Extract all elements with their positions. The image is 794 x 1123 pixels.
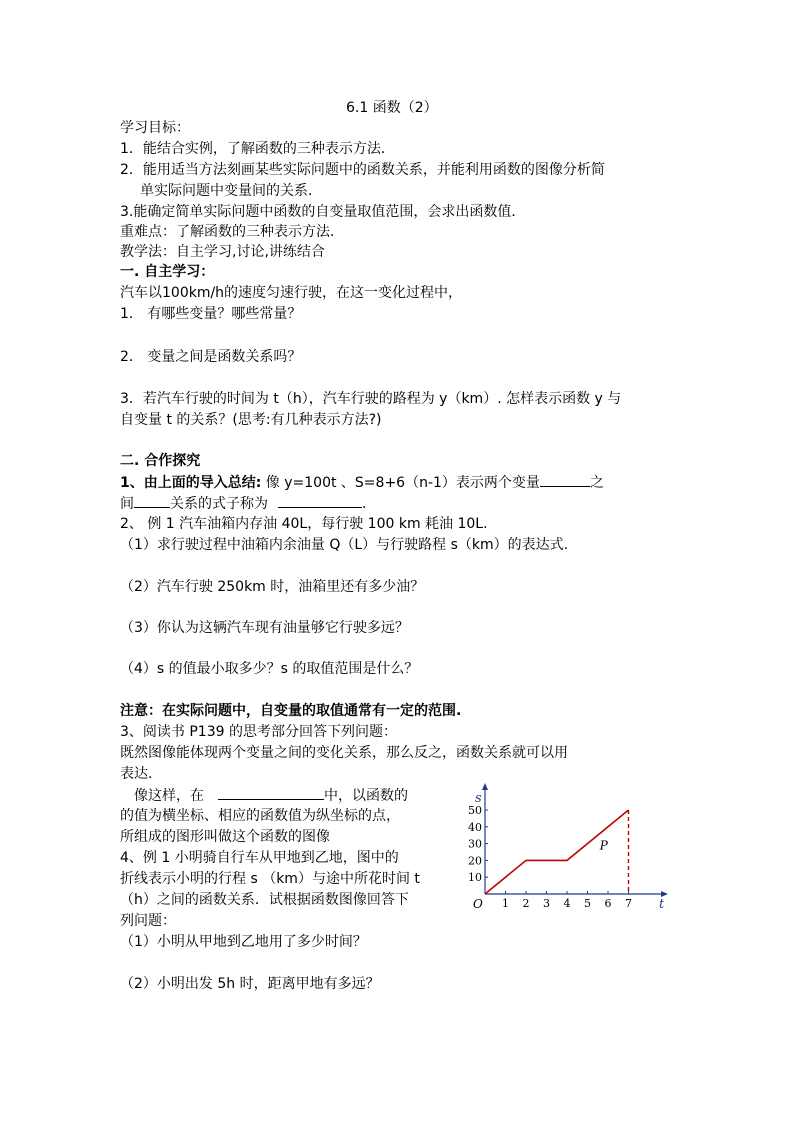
page-title: 6.1 函数（2） xyxy=(346,100,438,116)
chart-axes xyxy=(482,783,668,897)
goal-2-cont: 单实际问题中变量间的关系． xyxy=(140,183,322,199)
item3-text2: 表达. xyxy=(120,766,153,782)
section1-intro: 汽车以100km/h的速度匀速行驶，在这一变化过程中， xyxy=(120,285,463,301)
section1-q3-line2: 自变量 t 的关系？(思考:有几种表示方法?) xyxy=(120,412,382,428)
note: 注意：在实际问题中，自变量的取值通常有一定的范围. xyxy=(120,703,462,719)
summary-line2-a: 间 xyxy=(120,496,134,512)
item4-q2: （2）小明出发 5h 时，距离甲地有多远？ xyxy=(120,976,380,992)
item4-line4: 列问题： xyxy=(120,913,176,929)
summary-label: 1、由上面的导入总结: xyxy=(120,475,262,491)
y-axis-label: s xyxy=(475,791,482,806)
item4-line3: （h）之间的函数关系．试根据函数图像回答下 xyxy=(120,892,409,908)
x-tick-label: 3 xyxy=(543,897,550,910)
section1-q3-line1: 3．若汽车行驶的时间为 t（h），汽车行驶的路程为 y（km）. 怎样表示函数 y 与 xyxy=(120,391,622,407)
item3-fill-line xyxy=(134,785,408,806)
blank-3[interactable] xyxy=(278,493,362,508)
example1: 2、 例 1 汽车油箱内存油 40L，每行驶 100 km 耗油 10L. xyxy=(120,516,488,532)
x-tick-label: 5 xyxy=(584,897,591,910)
goal-3: 3.能确定简单实际问题中函数的自变量取值范围，会求出函数值． xyxy=(120,204,526,220)
summary-line2 xyxy=(120,493,366,514)
blank-4[interactable] xyxy=(218,785,324,800)
origin-label: O xyxy=(473,897,483,911)
section2-heading: 二. 合作探究 xyxy=(120,453,201,469)
item4-q1: （1）小明从甲地到乙地用了多少时间？ xyxy=(120,934,367,950)
section1-heading: 一. 自主学习： xyxy=(120,264,215,280)
section1-q2: 2． 变量之间是函数关系吗？ xyxy=(120,349,302,365)
y-tick-label: 50 xyxy=(468,804,482,817)
item3-text1: 既然图像能体现两个变量之间的变化关系，那么反之，函数关系就可以用 xyxy=(120,745,568,761)
y-tick-label: 30 xyxy=(468,837,482,851)
teaching-method: 教学法：自主学习,讨论,讲练结合 xyxy=(120,244,325,260)
x-tick-label: 7 xyxy=(625,897,632,910)
summary-end: 之 xyxy=(589,475,604,491)
y-tick-label: 20 xyxy=(468,854,482,868)
example1-q2: （2）汽车行驶 250km 时，油箱里还有多少油？ xyxy=(120,579,425,595)
y-tick-label: 10 xyxy=(468,871,482,885)
key-points: 重难点：了解函数的三种表示方法． xyxy=(120,224,344,240)
distance-time-chart xyxy=(455,780,675,915)
goal-2: 2．能用适当方法刻画某些实际问题中的函数关系，并能利用函数的图像分析简 xyxy=(120,162,605,178)
example1-q3: （3）你认为这辆汽车现有油量够它行驶多远？ xyxy=(120,620,409,636)
y-axis-arrow xyxy=(482,783,488,790)
item4-line1: 4、例 1 小明骑自行车从甲地到乙地，图中的 xyxy=(120,850,399,866)
goal-1: 1．能结合实例，了解函数的三种表示方法． xyxy=(120,141,395,157)
x-tick-label: 1 xyxy=(502,897,509,910)
item3-line2: 的值为横坐标、相应的函数值为纵坐标的点， xyxy=(120,808,400,824)
x-tick-label: 4 xyxy=(563,897,571,910)
item3-fill-a: 像这样，在 xyxy=(134,788,204,804)
section1-q1: 1． 有哪些变量？哪些常量？ xyxy=(120,306,302,322)
blank-1[interactable] xyxy=(540,472,590,487)
blank-2[interactable] xyxy=(134,493,170,508)
summary-line1 xyxy=(120,472,604,493)
goals-heading: 学习目标： xyxy=(120,120,190,136)
item3-line3: 所组成的图形叫做这个函数的图像 xyxy=(120,829,330,845)
item4-line2: 折线表示小明的行程 s （km）与途中所花时间 t xyxy=(120,871,420,887)
summary-line2-end: . xyxy=(362,496,367,512)
x-tick-label: 6 xyxy=(604,897,612,910)
point-p-label: P xyxy=(599,838,608,853)
example1-q4: （4）s 的值最小取多少？s 的取值范围是什么？ xyxy=(120,661,419,677)
item3: 3、阅读书 P139 的思考部分回答下列问题： xyxy=(120,724,397,740)
x-tick-label: 2 xyxy=(522,897,530,910)
item3-fill-b: 中，以函数的 xyxy=(324,788,408,804)
x-axis-label: t xyxy=(659,897,665,912)
example1-q1: （1）求行驶过程中油箱内余油量 Q（L）与行驶路程 s（km）的表达式. xyxy=(120,537,569,553)
y-tick-label: 40 xyxy=(468,820,482,834)
summary-line2-b: 关系的式子称为 xyxy=(170,496,268,512)
summary-text: 像 y=100t 、S=8+6（n-1）表示两个变量 xyxy=(261,475,540,491)
